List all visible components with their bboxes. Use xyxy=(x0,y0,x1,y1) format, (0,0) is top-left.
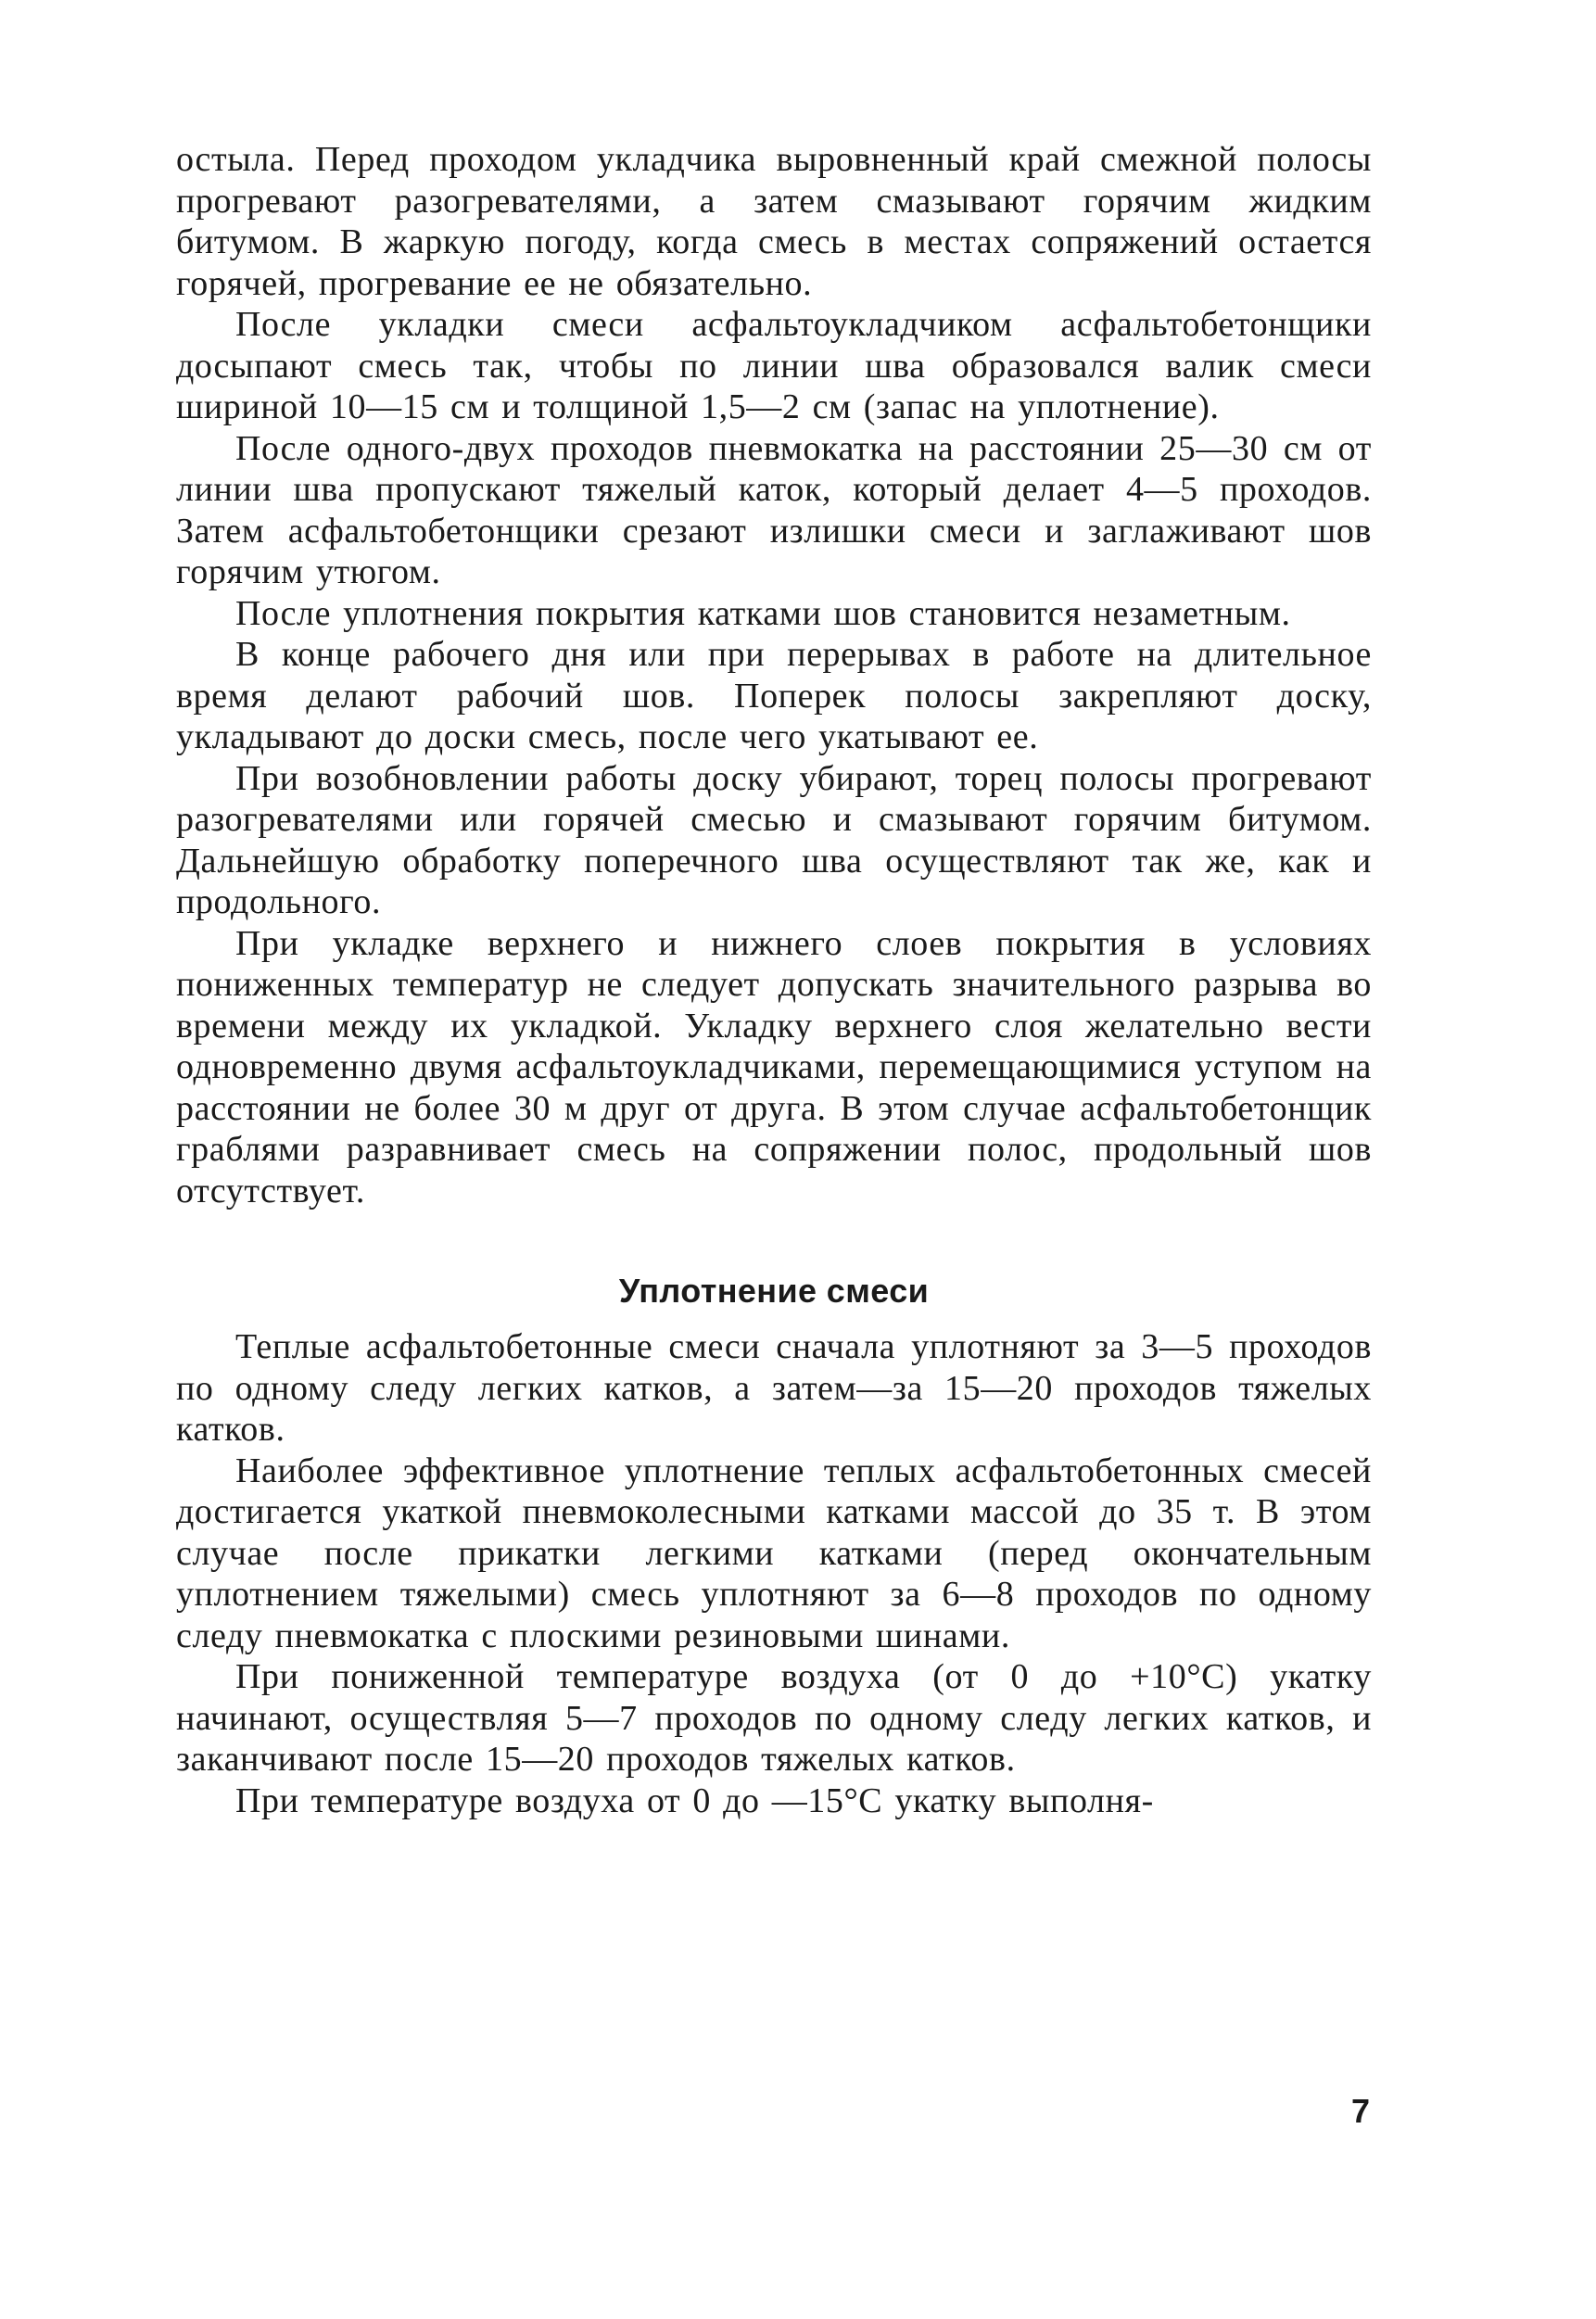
paragraph: При температуре воздуха от 0 до —15°С укатку выполня- xyxy=(235,1780,1154,1820)
paragraph: остыла. Перед проходом укладчика выровненный край смежной полосы прогревают разогревателями, а затем смазывают горячим жидким битумом. В жаркую погоду, когда смесь в местах сопряжений остается горячей, прогревание ее не обязательно. xyxy=(176,140,1372,303)
text-column xyxy=(176,139,1372,1821)
paragraph: Наиболее эффективное уплотнение теплых асфальтобетонных смесей достигается укаткой пневмоколесными катками массой до 35 т. В этом случае после прикатки легкими катками (перед окончательным уплотнением тяжелыми) смесь уплотняют за 6—8 проходов по одному следу пневмокатка с плоскими резиновыми шинами. xyxy=(176,1451,1372,1655)
paragraph: При укладке верхнего и нижнего слоев покрытия в условиях пониженных температур не следует допускать значительного разрыва во времени между их укладкой. Укладку верхнего слоя желательно вести одновременно двумя асфальтоукладчиками, перемещающимися уступом на расстоянии не более 30 м друг от друга. В этом случае асфальтобетонщик граблями разравнивает смесь на сопряжении полос, продольный шов отсутствует. xyxy=(176,923,1372,1210)
paragraph: После укладки смеси асфальтоукладчиком асфальтобетонщики досыпают смесь так, чтобы по линии шва образовался валик смеси шириной 10—15 см и толщиной 1,5—2 см (запас на уплотнение). xyxy=(176,305,1372,426)
section-heading: Уплотнение смеси xyxy=(618,1272,930,1310)
paragraph: При пониженной температуре воздуха (от 0 до +10°С) укатку начинают, осуществляя 5—7 проходов по одному следу легких катков, и заканчивают после 15—20 проходов тяжелых катков. xyxy=(176,1657,1372,1779)
paragraph: Теплые асфальтобетонные смеси сначала уплотняют за 3—5 проходов по одному следу легких катков, а затем—за 15—20 проходов тяжелых катков. xyxy=(176,1327,1372,1449)
paragraph: При возобновлении работы доску убирают, торец полосы прогревают разогревателями или горячей смесью и смазывают горячим битумом. Дальнейшую обработку поперечного шва осуществляют так же, как и продольного. xyxy=(176,758,1372,921)
paragraph: После одного-двух проходов пневмокатка на расстоянии 25—30 см от линии шва пропускают тяжелый каток, который делает 4—5 проходов. Затем асфальтобетонщики срезают излишки смеси и заглаживают шов горячим утюгом. xyxy=(176,428,1372,591)
paragraph: После уплотнения покрытия катками шов становится незаметным. xyxy=(235,593,1291,633)
paragraph: В конце рабочего дня или при перерывах в работе на длительное время делают рабочий шов. Поперек полосы закрепляют доску, укладывают до доски смесь, после чего укатывают ее. xyxy=(176,635,1372,756)
page-number: 7 xyxy=(1350,2092,1370,2130)
